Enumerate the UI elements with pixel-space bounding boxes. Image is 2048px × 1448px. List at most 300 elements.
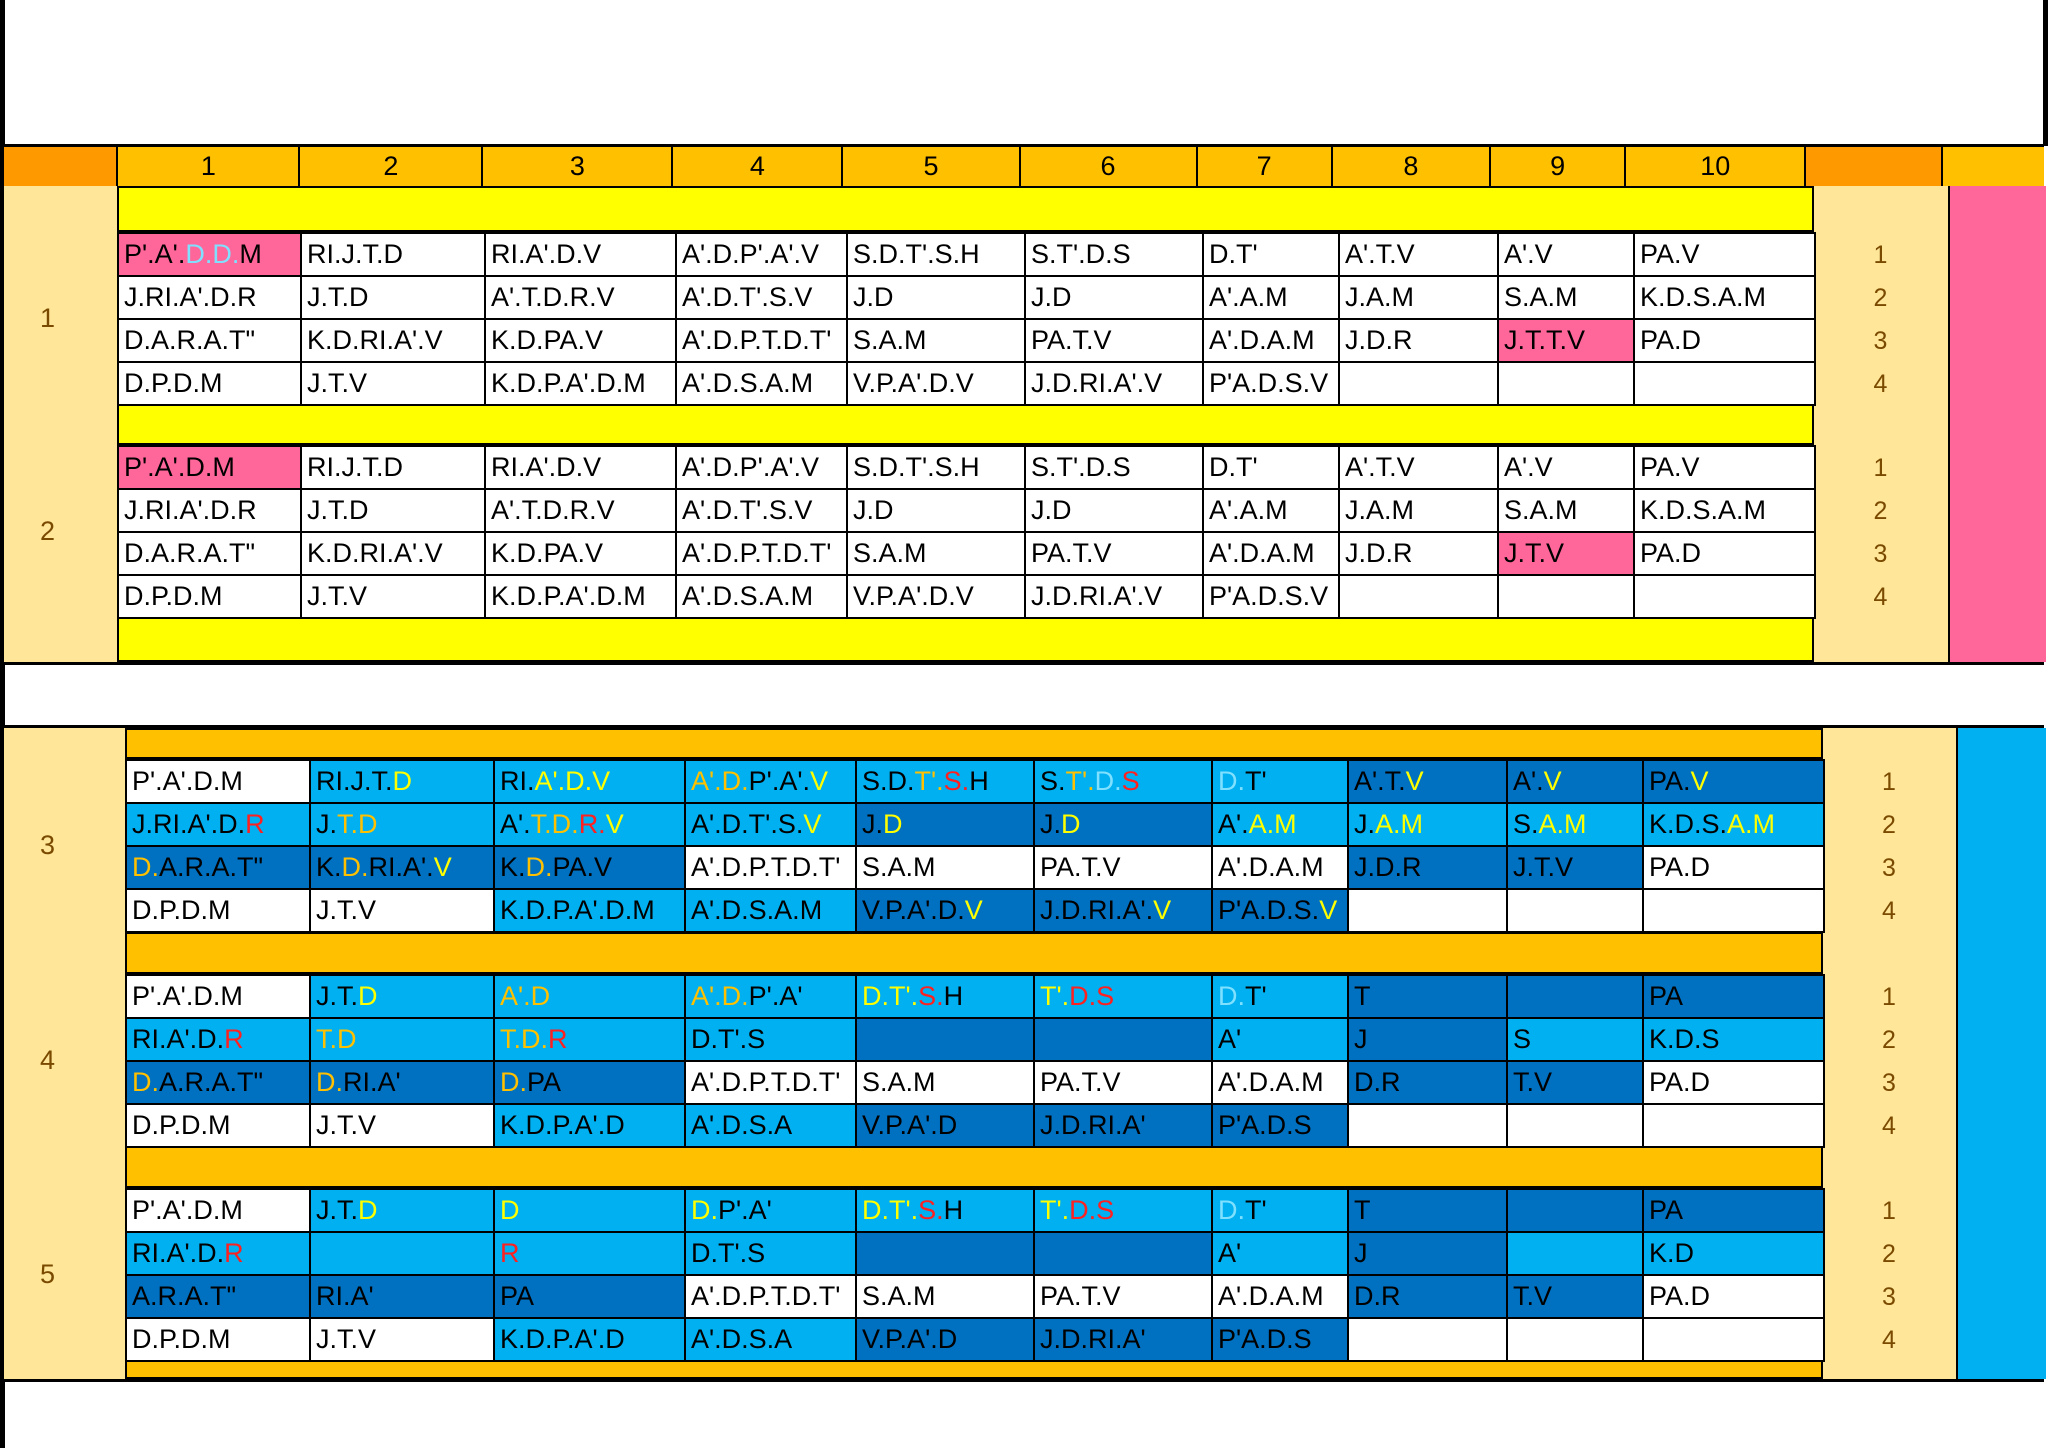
cell-r1-c6[interactable]: [1034, 975, 1212, 1018]
cell-text: A'.T.: [1354, 766, 1406, 796]
cell-text: R: [224, 1024, 244, 1054]
cell-r4-c1[interactable]: [126, 1104, 310, 1147]
cell-text: A': [1218, 1024, 1242, 1054]
cell-text: D.: [525, 852, 553, 882]
schedule-table-group-5: [125, 1188, 1825, 1362]
cell-r1-c9[interactable]: [1507, 975, 1643, 1018]
cell-r1-c10[interactable]: [1643, 975, 1824, 1018]
cell-r3-c7[interactable]: [1203, 532, 1339, 575]
cell-r4-c6[interactable]: [1034, 1104, 1212, 1147]
cell-r2-c5[interactable]: [847, 489, 1025, 532]
cell-r1-c8[interactable]: [1339, 233, 1498, 276]
cell-text: D: [1061, 809, 1081, 839]
cell-r1-c6[interactable]: [1025, 233, 1203, 276]
cell-r3-c2[interactable]: [301, 319, 485, 362]
cell-r4-c8[interactable]: [1339, 575, 1498, 618]
cell-r2-c6[interactable]: [1034, 1018, 1212, 1061]
cell-r3-c2[interactable]: [310, 846, 494, 889]
cell-r3-c1[interactable]: [126, 1061, 310, 1104]
cell-r1-c6[interactable]: [1034, 760, 1212, 803]
cell-r1-c4[interactable]: [685, 1189, 856, 1232]
cell-r2-c5[interactable]: [847, 276, 1025, 319]
cell-text: A.R.A.T": [132, 1281, 237, 1311]
cell-r2-c10[interactable]: [1634, 276, 1815, 319]
cell-r4-c10[interactable]: [1634, 362, 1815, 405]
cell-text: A.M: [1538, 809, 1587, 839]
cell-r1-c4[interactable]: [676, 446, 847, 489]
cell-text: A'.D.A.M: [1209, 325, 1315, 355]
cell-text: D.P.D.M: [132, 895, 231, 925]
cell-r2-c2[interactable]: [310, 1232, 494, 1275]
cell-text: PA.T.V: [1040, 1281, 1121, 1311]
cell-r3-c1[interactable]: [118, 532, 301, 575]
column-header-10[interactable]: 10: [1624, 146, 1804, 186]
cell-r4-c4[interactable]: [676, 575, 847, 618]
cell-r1-c5[interactable]: [856, 975, 1034, 1018]
cell-text: PA.D: [1640, 538, 1702, 568]
cell-r4-c2[interactable]: [310, 889, 494, 932]
cell-r1-c2[interactable]: [310, 975, 494, 1018]
cell-r3-c7[interactable]: [1212, 1061, 1348, 1104]
cell-text: S.D.: [862, 766, 915, 796]
cell-r2-c6[interactable]: [1025, 276, 1203, 319]
cell-r3-c8[interactable]: [1348, 1275, 1507, 1318]
cell-r4-c2[interactable]: [301, 575, 485, 618]
cell-text: J.D: [853, 495, 894, 525]
cell-r4-c5[interactable]: [856, 1104, 1034, 1147]
cell-text: S.A.M: [1504, 282, 1578, 312]
cell-r2-c2[interactable]: [301, 276, 485, 319]
cell-text: J.T.: [316, 981, 359, 1011]
cell-r2-c4[interactable]: [685, 1018, 856, 1061]
column-header-7[interactable]: 7: [1196, 146, 1331, 186]
cell-text: J.T.V: [307, 581, 368, 611]
cell-r1-c3[interactable]: [485, 446, 676, 489]
separator-band: [125, 1360, 1823, 1379]
cell-r2-c1[interactable]: [118, 489, 301, 532]
cell-r2-c2[interactable]: [310, 803, 494, 846]
cell-text: A'.D.A.M: [1218, 1281, 1324, 1311]
cell-r1-c6[interactable]: [1034, 1189, 1212, 1232]
cell-r2-c1[interactable]: [126, 803, 310, 846]
cell-r3-c4[interactable]: [676, 532, 847, 575]
cell-r1-c1[interactable]: [126, 1189, 310, 1232]
cell-text: A'.: [691, 809, 722, 839]
cell-r3-c6[interactable]: [1025, 319, 1203, 362]
cell-r3-c7[interactable]: [1212, 1275, 1348, 1318]
cell-r4-c8[interactable]: [1348, 889, 1507, 932]
cell-text: A'.V: [1504, 239, 1553, 269]
cell-text: D.T': [1209, 239, 1258, 269]
cell-r2-c4[interactable]: [676, 489, 847, 532]
cell-r4-c4[interactable]: [685, 1318, 856, 1361]
cell-r3-c9[interactable]: [1498, 319, 1634, 362]
cell-r1-c7[interactable]: [1203, 233, 1339, 276]
cell-r1-c4[interactable]: [676, 233, 847, 276]
cell-r1-c7[interactable]: [1212, 1189, 1348, 1232]
cell-r2-c8[interactable]: [1348, 803, 1507, 846]
cell-r3-c1[interactable]: [118, 319, 301, 362]
cell-r3-c7[interactable]: [1203, 319, 1339, 362]
cell-r1-c8[interactable]: [1339, 446, 1498, 489]
cell-text: D.: [341, 852, 369, 882]
cell-text: A'.D.P.T.D.T': [691, 852, 841, 882]
cell-r4-c5[interactable]: [856, 1318, 1034, 1361]
cell-r3-c8[interactable]: [1339, 319, 1498, 362]
cell-r1-c7[interactable]: [1212, 975, 1348, 1018]
separator-band: [125, 932, 1823, 974]
cell-r4-c5[interactable]: [847, 575, 1025, 618]
cell-r1-c4[interactable]: [685, 975, 856, 1018]
column-header-8[interactable]: 8: [1331, 146, 1489, 186]
cell-text: A'.D.S.A.: [691, 895, 800, 925]
cell-r2-c4[interactable]: [685, 803, 856, 846]
table-row: [126, 1104, 1824, 1147]
cell-r3-c6[interactable]: [1034, 1061, 1212, 1104]
cell-text: T': [1245, 1195, 1267, 1225]
cell-text: S.: [1040, 766, 1066, 796]
cell-text: A.M: [1248, 809, 1297, 839]
cell-r3-c2[interactable]: [310, 1061, 494, 1104]
cell-r1-c6[interactable]: [1025, 446, 1203, 489]
cell-text: J.T.D: [307, 282, 369, 312]
cell-r4-c7[interactable]: [1212, 1318, 1348, 1361]
cell-r2-c8[interactable]: [1339, 489, 1498, 532]
cell-r1-c5[interactable]: [847, 233, 1025, 276]
cell-r1-c5[interactable]: [856, 760, 1034, 803]
cell-r3-c10[interactable]: [1643, 1061, 1824, 1104]
cell-text: T': [1245, 981, 1267, 1011]
cell-text: P'.A'.D.M: [132, 981, 243, 1011]
cell-r4-c3[interactable]: [485, 362, 676, 405]
cell-text: K.D.S.: [1649, 809, 1728, 839]
cell-r2-c2[interactable]: [310, 1018, 494, 1061]
table-row: [126, 1018, 1824, 1061]
column-header-1[interactable]: 1: [116, 146, 298, 186]
cell-r3-c5[interactable]: [847, 319, 1025, 362]
cell-r4-c4[interactable]: [685, 1104, 856, 1147]
cell-r2-c8[interactable]: [1348, 1018, 1507, 1061]
cell-r2-c3[interactable]: [494, 803, 685, 846]
cell-r1-c7[interactable]: [1212, 760, 1348, 803]
cell-r3-c10[interactable]: [1643, 846, 1824, 889]
cell-text: D.T'.: [862, 1195, 919, 1225]
cell-r3-c4[interactable]: [685, 1061, 856, 1104]
cell-r2-c7[interactable]: [1212, 803, 1348, 846]
cell-text: A'.D.S.A.M: [682, 581, 814, 611]
cell-text: A'.D.T'.S.V: [682, 282, 813, 312]
cell-text: K.D.P.A'.D: [500, 1324, 625, 1354]
cell-r4-c6[interactable]: [1034, 1318, 1212, 1361]
cell-text: A'.D.S.A.M: [682, 368, 814, 398]
cell-r2-c10[interactable]: [1634, 489, 1815, 532]
cell-r4-c10[interactable]: [1643, 1318, 1824, 1361]
column-header-6[interactable]: 6: [1019, 146, 1196, 186]
header-right-2: [1941, 146, 2044, 186]
cell-text: V: [1405, 766, 1424, 796]
row-number: 1: [1873, 454, 1888, 482]
cell-r1-c1[interactable]: [126, 760, 310, 803]
block-bottom-rule: [4, 662, 2044, 665]
cell-r3-c7[interactable]: [1212, 846, 1348, 889]
cell-text: J.T.D: [307, 495, 369, 525]
cell-r3-c1[interactable]: [126, 846, 310, 889]
cell-r2-c7[interactable]: [1203, 489, 1339, 532]
table-row: [118, 233, 1815, 276]
cell-r2-c3[interactable]: [485, 276, 676, 319]
cell-r4-c8[interactable]: [1339, 362, 1498, 405]
cell-text: T: [1354, 981, 1371, 1011]
cell-r3-c10[interactable]: [1634, 532, 1815, 575]
cell-r1-c5[interactable]: [847, 446, 1025, 489]
row-number: 3: [1882, 1283, 1896, 1311]
cell-r2-c7[interactable]: [1203, 276, 1339, 319]
cell-text: R: [500, 1238, 520, 1268]
cell-r4-c9[interactable]: [1507, 889, 1643, 932]
cell-r2-c8[interactable]: [1339, 276, 1498, 319]
cell-r1-c3[interactable]: [494, 760, 685, 803]
cell-text: D: [358, 981, 378, 1011]
cell-text: D.: [1218, 981, 1245, 1011]
cell-r2-c9[interactable]: [1498, 489, 1634, 532]
cell-r4-c7[interactable]: [1212, 1104, 1348, 1147]
cell-r1-c10[interactable]: [1634, 446, 1815, 489]
cell-r3-c8[interactable]: [1339, 532, 1498, 575]
cell-r2-c5[interactable]: [856, 1232, 1034, 1275]
cell-r3-c5[interactable]: [847, 532, 1025, 575]
cell-r2-c9[interactable]: [1498, 276, 1634, 319]
cell-text: P'.A'.: [748, 766, 811, 796]
cell-r1-c4[interactable]: [685, 760, 856, 803]
block-bottom-rule: [4, 1379, 2044, 1382]
cell-r2-c6[interactable]: [1034, 1232, 1212, 1275]
cell-r2-c3[interactable]: [494, 1018, 685, 1061]
cell-text: D.: [500, 1067, 527, 1097]
cell-r4-c9[interactable]: [1507, 1104, 1643, 1147]
cell-r1-c10[interactable]: [1643, 1189, 1824, 1232]
cell-text: D.P.D.M: [124, 581, 223, 611]
cell-r1-c7[interactable]: [1203, 446, 1339, 489]
cell-r4-c6[interactable]: [1034, 889, 1212, 932]
cell-r3-c8[interactable]: [1348, 1061, 1507, 1104]
cell-r1-c3[interactable]: [494, 1189, 685, 1232]
row-number: 3: [1882, 1069, 1896, 1097]
cell-text: V.P.A'.D: [862, 1324, 958, 1354]
cell-r2-c10[interactable]: [1643, 1232, 1824, 1275]
cell-text: K.D.PA.V: [491, 538, 604, 568]
cell-r2-c3[interactable]: [494, 1232, 685, 1275]
cell-r2-c7[interactable]: [1212, 1232, 1348, 1275]
cell-r4-c10[interactable]: [1643, 1104, 1824, 1147]
cell-r3-c6[interactable]: [1034, 1275, 1212, 1318]
cell-r1-c2[interactable]: [301, 446, 485, 489]
column-header-5[interactable]: 5: [841, 146, 1018, 186]
cell-r3-c10[interactable]: [1634, 319, 1815, 362]
cell-r1-c9[interactable]: [1498, 233, 1634, 276]
cell-r1-c8[interactable]: [1348, 975, 1507, 1018]
cell-r4-c4[interactable]: [685, 889, 856, 932]
cell-r4-c10[interactable]: [1634, 575, 1815, 618]
cell-r3-c2[interactable]: [310, 1275, 494, 1318]
cell-r2-c9[interactable]: [1507, 803, 1643, 846]
cell-r4-c5[interactable]: [847, 362, 1025, 405]
cell-text: T.D.: [530, 809, 579, 839]
cell-r1-c2[interactable]: [310, 760, 494, 803]
cell-text: A'.D.P'.A'.V: [682, 239, 820, 269]
cell-r4-c1[interactable]: [118, 575, 301, 618]
cell-r3-c5[interactable]: [856, 1061, 1034, 1104]
cell-text: J.A.M: [1345, 282, 1415, 312]
group-label: 4: [40, 1044, 56, 1075]
cell-text: R: [224, 1238, 244, 1268]
cell-text: P'A.D.S.: [1218, 895, 1320, 925]
cell-r1-c10[interactable]: [1643, 760, 1824, 803]
cell-r3-c8[interactable]: [1348, 846, 1507, 889]
cell-r2-c1[interactable]: [118, 276, 301, 319]
cell-r3-c1[interactable]: [126, 1275, 310, 1318]
cell-r2-c4[interactable]: [685, 1232, 856, 1275]
cell-r4-c8[interactable]: [1348, 1104, 1507, 1147]
cell-r3-c9[interactable]: [1507, 846, 1643, 889]
cell-text: J.D.R: [1345, 538, 1413, 568]
cell-r4-c6[interactable]: [1025, 575, 1203, 618]
cell-r3-c3[interactable]: [494, 846, 685, 889]
cell-r2-c9[interactable]: [1507, 1232, 1643, 1275]
cell-r4-c2[interactable]: [310, 1104, 494, 1147]
cell-r2-c10[interactable]: [1643, 803, 1824, 846]
cell-r4-c9[interactable]: [1498, 362, 1634, 405]
cell-r3-c2[interactable]: [301, 532, 485, 575]
cell-r3-c3[interactable]: [485, 319, 676, 362]
cell-text: J.: [862, 809, 884, 839]
cell-r3-c10[interactable]: [1643, 1275, 1824, 1318]
cell-r2-c1[interactable]: [126, 1232, 310, 1275]
cell-r2-c2[interactable]: [301, 489, 485, 532]
cell-r1-c5[interactable]: [856, 1189, 1034, 1232]
cell-text: K.D.S.A.M: [1640, 282, 1767, 312]
cell-text: K.D.PA.V: [491, 325, 604, 355]
cell-r4-c1[interactable]: [126, 889, 310, 932]
cell-text: J.A.M: [1345, 495, 1415, 525]
cell-r4-c1[interactable]: [118, 362, 301, 405]
cell-r1-c2[interactable]: [301, 233, 485, 276]
cell-text: D: [358, 1195, 378, 1225]
cell-r4-c3[interactable]: [494, 889, 685, 932]
cell-text: D.: [1094, 766, 1122, 796]
cell-r4-c4[interactable]: [676, 362, 847, 405]
cell-r2-c3[interactable]: [485, 489, 676, 532]
column-header-4[interactable]: 4: [671, 146, 841, 186]
column-header-3[interactable]: 3: [481, 146, 671, 186]
cell-r4-c3[interactable]: [485, 575, 676, 618]
cell-r2-c4[interactable]: [676, 276, 847, 319]
cell-r3-c5[interactable]: [856, 846, 1034, 889]
cell-r4-c2[interactable]: [301, 362, 485, 405]
row-number: 1: [1873, 241, 1888, 269]
cell-r3-c4[interactable]: [676, 319, 847, 362]
cell-text: A'.: [1218, 809, 1249, 839]
cell-r4-c7[interactable]: [1212, 889, 1348, 932]
cell-r4-c7[interactable]: [1203, 362, 1339, 405]
cell-r2-c5[interactable]: [856, 803, 1034, 846]
cell-r4-c7[interactable]: [1203, 575, 1339, 618]
cell-text: RI.A'.D.: [132, 1238, 225, 1268]
cell-text: D.P.D.M: [124, 368, 223, 398]
cell-r4-c6[interactable]: [1025, 362, 1203, 405]
cell-r4-c3[interactable]: [494, 1104, 685, 1147]
group-label: 1: [40, 302, 56, 333]
cell-r2-c7[interactable]: [1212, 1018, 1348, 1061]
cell-r1-c1[interactable]: [126, 975, 310, 1018]
cell-r4-c10[interactable]: [1643, 889, 1824, 932]
cell-r2-c9[interactable]: [1507, 1018, 1643, 1061]
cell-r1-c2[interactable]: [310, 1189, 494, 1232]
cell-r3-c3[interactable]: [494, 1061, 685, 1104]
cell-r3-c5[interactable]: [856, 1275, 1034, 1318]
cell-text: H: [943, 981, 964, 1011]
cell-text: A'.D.: [691, 981, 749, 1011]
cell-text: RI.A': [343, 1067, 401, 1097]
cell-r1-c1[interactable]: [118, 233, 301, 276]
column-header-9[interactable]: 9: [1489, 146, 1624, 186]
cell-r1-c3[interactable]: [485, 233, 676, 276]
cell-r3-c9[interactable]: [1507, 1061, 1643, 1104]
cell-r4-c5[interactable]: [856, 889, 1034, 932]
cell-r2-c10[interactable]: [1643, 1018, 1824, 1061]
table-row: [126, 1189, 1824, 1232]
column-header-2[interactable]: 2: [298, 146, 481, 186]
cell-r4-c1[interactable]: [126, 1318, 310, 1361]
cell-text: J.D.R: [1345, 325, 1413, 355]
cell-r3-c3[interactable]: [494, 1275, 685, 1318]
group-label: 3: [40, 829, 56, 860]
cell-r3-c4[interactable]: [685, 1275, 856, 1318]
cell-r1-c3[interactable]: [494, 975, 685, 1018]
cell-r1-c9[interactable]: [1507, 1189, 1643, 1232]
cell-text: D.: [132, 852, 159, 882]
cell-r3-c3[interactable]: [485, 532, 676, 575]
cell-r3-c9[interactable]: [1507, 1275, 1643, 1318]
cell-r1-c9[interactable]: [1498, 446, 1634, 489]
cell-r2-c6[interactable]: [1025, 489, 1203, 532]
schedule-table-group-4: [125, 974, 1825, 1148]
cell-r2-c6[interactable]: [1034, 803, 1212, 846]
cell-r3-c9[interactable]: [1498, 532, 1634, 575]
cell-r4-c8[interactable]: [1348, 1318, 1507, 1361]
cell-r2-c5[interactable]: [856, 1018, 1034, 1061]
cell-r2-c8[interactable]: [1348, 1232, 1507, 1275]
cell-r3-c4[interactable]: [685, 846, 856, 889]
cell-text: D.: [691, 1195, 718, 1225]
cell-r4-c2[interactable]: [310, 1318, 494, 1361]
cell-r1-c8[interactable]: [1348, 760, 1507, 803]
table-row: [118, 489, 1815, 532]
cell-text: J.D.RI.A'.V: [1031, 368, 1163, 398]
cell-r1-c8[interactable]: [1348, 1189, 1507, 1232]
cell-r4-c3[interactable]: [494, 1318, 685, 1361]
cell-text: S.A.M: [1504, 495, 1578, 525]
cell-r3-c6[interactable]: [1034, 846, 1212, 889]
table-row: [118, 362, 1815, 405]
cell-r1-c9[interactable]: [1507, 760, 1643, 803]
cell-r4-c9[interactable]: [1507, 1318, 1643, 1361]
cell-r4-c9[interactable]: [1498, 575, 1634, 618]
cell-r1-c10[interactable]: [1634, 233, 1815, 276]
cell-r3-c6[interactable]: [1025, 532, 1203, 575]
cell-r2-c1[interactable]: [126, 1018, 310, 1061]
cell-text: V.P.A'.D: [862, 1110, 958, 1140]
cell-r1-c1[interactable]: [118, 446, 301, 489]
